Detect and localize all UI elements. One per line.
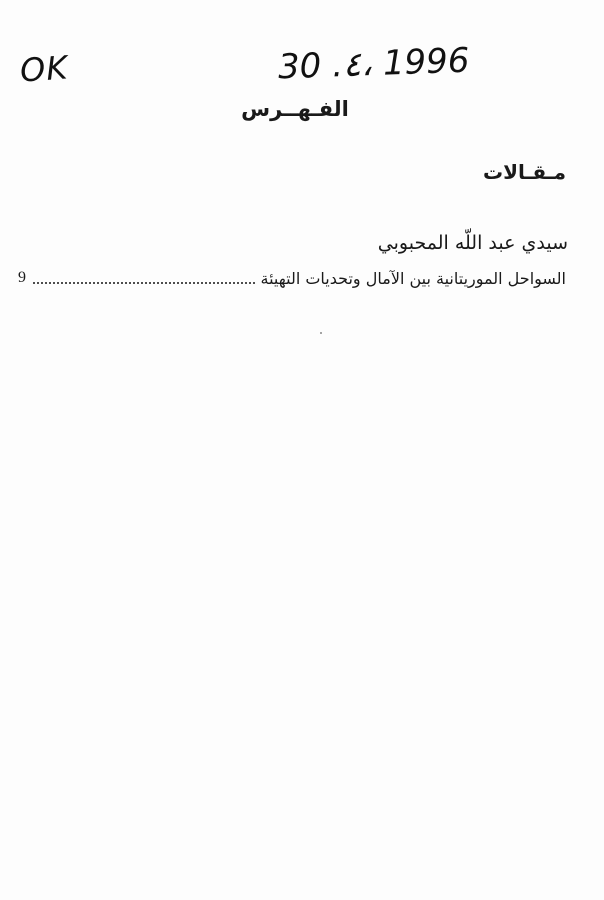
scan-speck <box>320 332 322 334</box>
leader-dots <box>32 282 255 284</box>
article-title: السواحل الموريتانية بين الآمال وتحديات التهيئة <box>260 268 566 288</box>
handwritten-date: 30 .٤، 1996 <box>277 40 471 88</box>
toc-entry <box>18 266 566 290</box>
section-heading-articles: مـقـالات <box>483 160 566 184</box>
page-number: 9 <box>18 269 26 286</box>
table-of-contents-title: الفـهــرس <box>241 97 349 121</box>
article-author: سيدي عبد اللّه المحبوبي <box>377 232 568 254</box>
handwritten-ok-mark: OK <box>18 48 70 90</box>
